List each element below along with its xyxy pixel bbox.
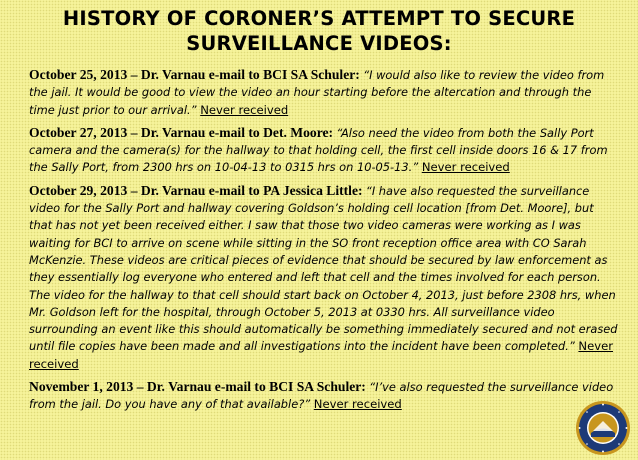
entry-oct-25 — [29, 66, 619, 119]
status-never-received: Never received — [313, 397, 402, 412]
entry-quote: “I have also requested the surveillance video for the Sally Port and hallway covering Goldson’s holding cell location [from Det. Moore], but that has not yet been received either. I saw that those two video cameras were working as I was waiting for BCI to arrive on scene while sitting in the SO front reception office area with CO Sarah McKenzie. These videos are critical pieces of evidence that should be secured by law enforcement as they essentially log everyone who entered and left that cell and the times involved for each person. The video for the hallway to that cell should start back on October 4, 2013, just before 2308 hrs, when Mr. Goldson left for the hospital, through October 5, 2013 at 0330 hrs. All surveillance video surrounding an event like this should automatically be something immediately secured and not erased until file copies have been made and all investigations into the incident have been completed.” — [29, 183, 618, 354]
title-line-2: SURVEILLANCE VIDEOS: — [186, 32, 452, 55]
entry-quote: “I would also like to review the video from the jail. It would be good to view the video an hour starting before the altercation and through the time just prior to our arrival.” — [29, 68, 605, 117]
entry-heading: October 25, 2013 – Dr. Varnau e-mail to BCI SA Schuler: — [29, 67, 364, 82]
entry-oct-29 — [29, 182, 619, 373]
entry-quote: “Also need the video from both the Sally Port camera and the camera(s) for the hallway to that holding cell, the first cell inside doors 16 & 17 from the Sally Port, from 2300 hrs on 10-04-13 to 0315 hrs on 10-05-13.” — [29, 125, 608, 175]
entry-quote: “I’ve also requested the surveillance video from the jail. Do you have any of that available?” — [29, 380, 614, 412]
coroner-seal-logo — [575, 400, 631, 456]
entry-nov-1 — [29, 378, 619, 414]
status-never-received: Never received — [421, 160, 510, 175]
entry-heading: October 27, 2013 – Dr. Varnau e-mail to Det. Moore: — [29, 124, 337, 140]
entry-list — [29, 66, 619, 414]
entry-heading: November 1, 2013 – Dr. Varnau e-mail to BCI SA Schuler: — [29, 379, 370, 395]
entry-oct-27 — [29, 124, 619, 177]
entry-heading: October 29, 2013 – Dr. Varnau e-mail to PA Jessica Little: — [29, 182, 366, 198]
status-never-received: Never received — [29, 339, 613, 371]
status-never-received: Never received — [200, 102, 289, 117]
title-line-1: HISTORY OF CORONER’S ATTEMPT TO SECURE — [62, 7, 576, 30]
page-title — [10, 6, 628, 56]
